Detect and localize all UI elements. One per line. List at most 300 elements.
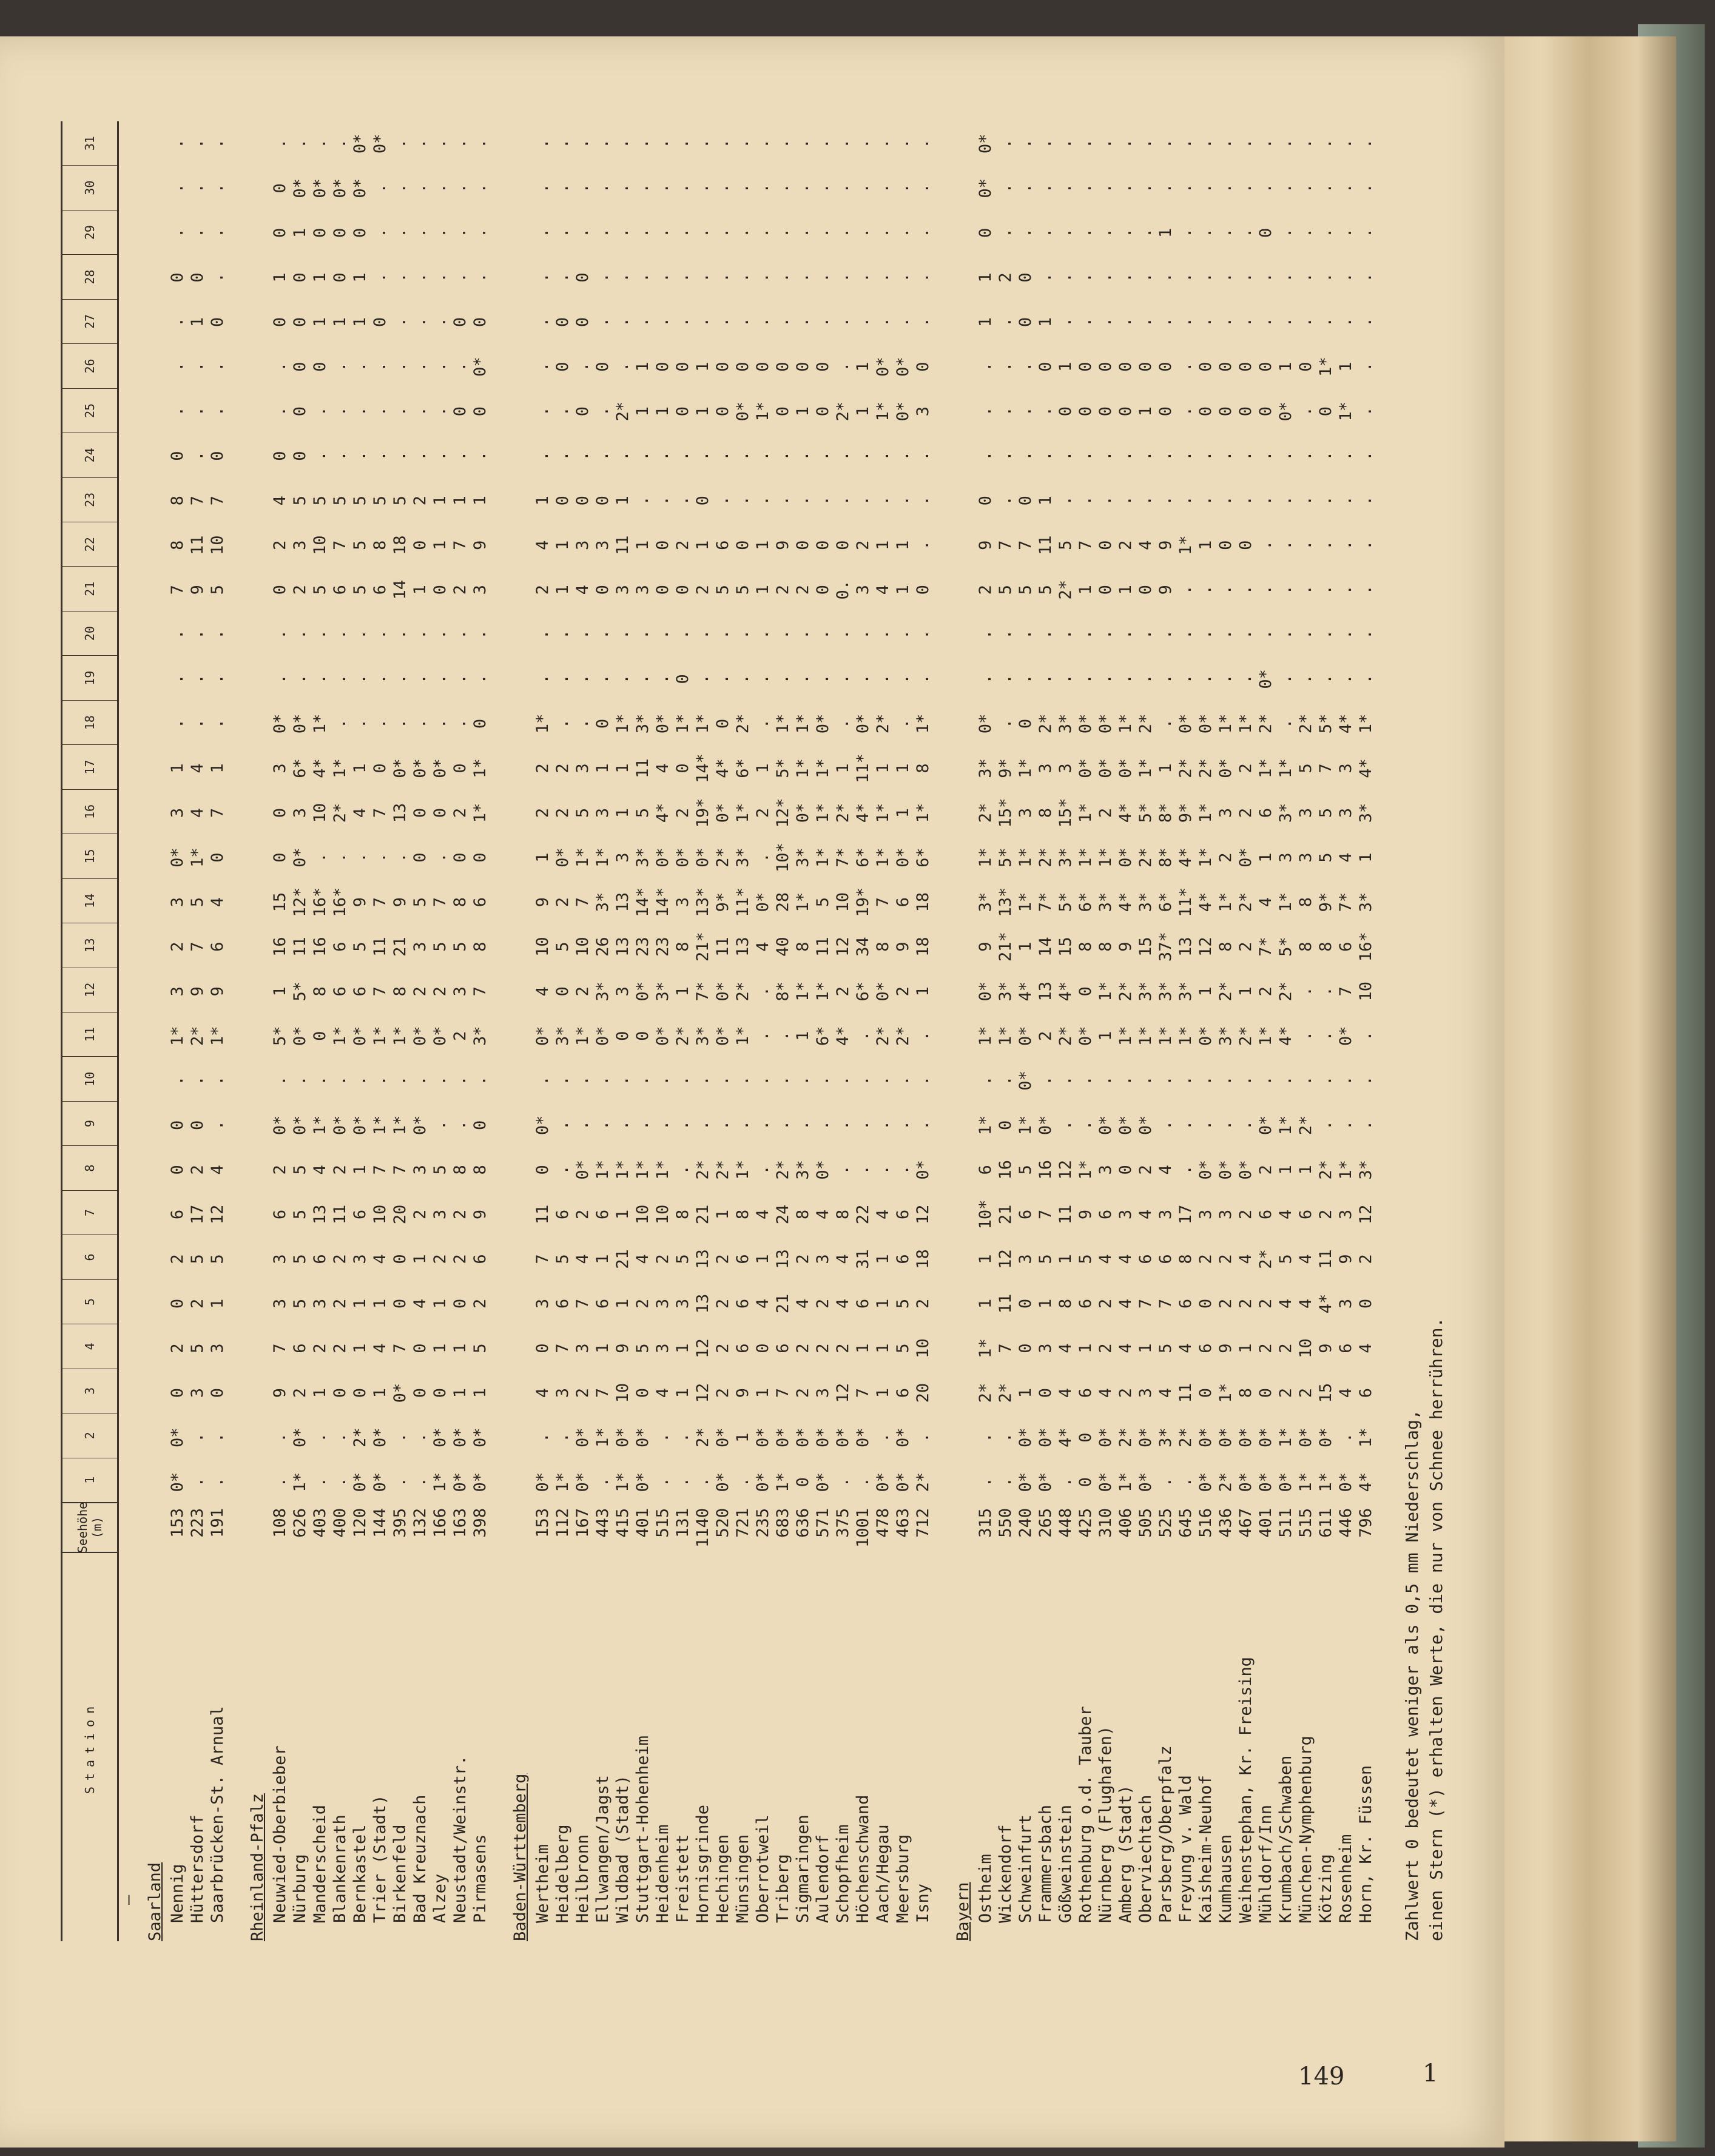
precipitation-value: 18	[391, 535, 409, 555]
precipitation-value: .	[1076, 317, 1095, 328]
precipitation-value: 7*	[1336, 892, 1355, 912]
precipitation-value: 0*	[894, 1427, 912, 1447]
precipitation-value: 0*	[351, 178, 369, 198]
precipitation-value: 0*	[1176, 713, 1195, 734]
day-header: 24	[62, 433, 117, 477]
precipitation-value: .	[168, 227, 187, 238]
precipitation-value: .	[471, 629, 490, 639]
precipitation-value: .	[188, 227, 207, 238]
precipitation-value: .	[1076, 629, 1095, 639]
precipitation-value: 2	[533, 807, 552, 818]
precipitation-value: .	[1356, 138, 1375, 149]
table-row	[593, 121, 613, 1941]
precipitation-value: 2	[431, 1254, 450, 1264]
precipitation-value: 3	[1116, 1209, 1135, 1220]
precipitation-value: 1	[1036, 496, 1055, 506]
precipitation-value: .	[773, 272, 792, 283]
table-row	[713, 121, 733, 1941]
precipitation-value: .	[793, 451, 812, 461]
precipitation-value: 0	[653, 585, 672, 595]
precipitation-value: 0	[1216, 540, 1235, 550]
precipitation-value: 2	[573, 986, 592, 997]
precipitation-value: .	[391, 674, 409, 684]
precipitation-value: .	[1196, 451, 1215, 461]
precipitation-value: .	[411, 406, 430, 417]
precipitation-value: 1*	[1016, 847, 1035, 867]
precipitation-value: .	[208, 183, 227, 194]
precipitation-value: 2	[1256, 1298, 1275, 1309]
precipitation-value: 0	[391, 1254, 409, 1264]
precipitation-value: 10	[1356, 981, 1375, 1002]
precipitation-value: 4	[1136, 540, 1155, 550]
precipitation-value: .	[1056, 451, 1075, 461]
station-elevation: 1140	[693, 1508, 712, 1548]
precipitation-value: 0	[573, 496, 592, 506]
precipitation-value: 1*	[613, 713, 632, 734]
precipitation-value: 1	[673, 986, 692, 997]
precipitation-value: 1	[411, 585, 430, 595]
precipitation-value: 2*	[733, 713, 752, 734]
precipitation-value: .	[411, 138, 430, 149]
precipitation-value: 3*	[1156, 1427, 1175, 1447]
precipitation-value: 8	[1216, 942, 1235, 952]
precipitation-value: .	[533, 272, 552, 283]
precipitation-value: .	[1056, 1477, 1075, 1487]
precipitation-value: .	[311, 406, 329, 417]
precipitation-value: .	[1276, 272, 1295, 283]
precipitation-value: 1	[1276, 1165, 1295, 1175]
precipitation-value: .	[168, 138, 187, 149]
station-name: Pirmasens	[471, 1834, 490, 1923]
table-row	[996, 121, 1016, 1941]
precipitation-value: .	[914, 183, 932, 194]
precipitation-value: .	[1176, 496, 1195, 506]
precipitation-value: 4	[1116, 1254, 1135, 1264]
precipitation-value: 5	[1296, 763, 1315, 773]
precipitation-value: .	[1096, 674, 1115, 684]
precipitation-value: 3	[271, 1254, 289, 1264]
precipitation-value: .	[1056, 183, 1075, 194]
precipitation-value: 0*	[1336, 1472, 1355, 1492]
station-elevation: 1001	[854, 1508, 872, 1548]
precipitation-value: 0	[533, 1343, 552, 1353]
precipitation-value: 0*	[1136, 1472, 1155, 1492]
precipitation-value: 3	[1036, 763, 1055, 773]
precipitation-value: 1	[1056, 1254, 1075, 1264]
precipitation-value: .	[894, 1120, 912, 1130]
precipitation-value: 4*	[1116, 892, 1135, 912]
station-name: Rothenburg o.d. Tauber	[1076, 1706, 1095, 1923]
precipitation-value: 7	[391, 1165, 409, 1175]
precipitation-value: .	[894, 183, 912, 194]
precipitation-value: .	[271, 674, 289, 684]
precipitation-value: 0*	[431, 758, 450, 778]
precipitation-value: 1	[371, 1298, 389, 1309]
precipitation-value: 23	[633, 937, 652, 957]
precipitation-value: .	[1196, 138, 1215, 149]
precipitation-value: 0*	[793, 803, 812, 823]
precipitation-value: 0	[291, 362, 309, 372]
precipitation-value: .	[733, 183, 752, 194]
precipitation-value: .	[976, 406, 995, 417]
precipitation-value: 11	[371, 937, 389, 957]
station-name: Alzey	[431, 1873, 450, 1923]
precipitation-value: .	[894, 227, 912, 238]
table-row	[350, 121, 370, 1941]
precipitation-value: 6*	[914, 847, 932, 867]
precipitation-value: 4*	[1336, 713, 1355, 734]
precipitation-value: 8	[391, 986, 409, 997]
precipitation-value: 0*	[431, 1026, 450, 1046]
station-name: München-Nymphenburg	[1296, 1736, 1315, 1923]
precipitation-value: .	[168, 406, 187, 417]
precipitation-value: 0	[1116, 362, 1135, 372]
table-row	[633, 121, 653, 1941]
precipitation-value: 13	[613, 892, 632, 912]
precipitation-value: 1*	[1076, 847, 1095, 867]
precipitation-value: .	[1296, 540, 1315, 550]
precipitation-value: 4	[1236, 1254, 1255, 1264]
precipitation-value: .	[431, 674, 450, 684]
precipitation-value: 0*	[894, 847, 912, 867]
precipitation-value: 4*	[1316, 1293, 1335, 1314]
precipitation-value: .	[1056, 272, 1075, 283]
precipitation-value: .	[411, 718, 430, 729]
precipitation-value: .	[411, 317, 430, 328]
precipitation-value: 0	[793, 540, 812, 550]
precipitation-value: .	[1176, 183, 1195, 194]
precipitation-value: .	[208, 406, 227, 417]
precipitation-value: .	[1356, 629, 1375, 639]
precipitation-value: .	[773, 317, 792, 328]
precipitation-value: .	[331, 718, 349, 729]
precipitation-value: 7	[1336, 986, 1355, 997]
precipitation-value: .	[733, 496, 752, 506]
precipitation-value: .	[1036, 227, 1055, 238]
precipitation-value: .	[1036, 674, 1055, 684]
precipitation-value: 0*	[976, 981, 995, 1002]
precipitation-value: .	[451, 674, 470, 684]
precipitation-value: 3*	[1356, 892, 1375, 912]
station-name: Rosenheim	[1336, 1834, 1355, 1923]
table-row	[270, 121, 290, 1941]
precipitation-value: .	[653, 1477, 672, 1487]
table-row	[1356, 121, 1376, 1941]
precipitation-value: 15	[1316, 1383, 1335, 1403]
precipitation-value: .	[814, 674, 832, 684]
precipitation-value: .	[894, 451, 912, 461]
precipitation-value: 0*	[451, 1427, 470, 1447]
precipitation-value: .	[1176, 674, 1195, 684]
precipitation-value: 0	[311, 227, 329, 238]
precipitation-value: 7	[593, 1388, 612, 1398]
precipitation-value: 4	[208, 1165, 227, 1175]
precipitation-value: .	[613, 362, 632, 372]
precipitation-value: .	[1156, 718, 1175, 729]
precipitation-value: 1*	[1256, 1026, 1275, 1046]
table-row	[1016, 121, 1036, 1941]
precipitation-value: 5	[553, 942, 572, 952]
table-row	[370, 121, 390, 1941]
precipitation-value: 0	[208, 317, 227, 328]
precipitation-value: 7	[874, 897, 892, 908]
precipitation-value: 2	[633, 1298, 652, 1309]
precipitation-value: 2*	[1296, 713, 1315, 734]
precipitation-value: .	[773, 183, 792, 194]
precipitation-value: 6	[351, 1209, 369, 1220]
precipitation-value: .	[1116, 451, 1135, 461]
precipitation-value: 1*	[1116, 713, 1135, 734]
day-header: 6	[62, 1235, 117, 1279]
precipitation-value: 16	[271, 937, 289, 957]
precipitation-value: 12	[1056, 1160, 1075, 1180]
precipitation-value: .	[914, 317, 932, 328]
precipitation-value: 12	[996, 1249, 1015, 1269]
precipitation-value: .	[188, 406, 207, 417]
precipitation-value: 1	[208, 1298, 227, 1309]
precipitation-value: 9	[271, 1388, 289, 1398]
precipitation-value: 6	[1176, 1298, 1195, 1309]
precipitation-value: .	[208, 1120, 227, 1130]
table-row	[187, 121, 207, 1941]
precipitation-value: 1	[976, 272, 995, 283]
precipitation-value: 7	[168, 585, 187, 595]
precipitation-value: .	[331, 451, 349, 461]
precipitation-value: 6	[311, 1254, 329, 1264]
precipitation-value: .	[1116, 272, 1135, 283]
precipitation-value: .	[1196, 629, 1215, 639]
precipitation-value: 1*	[633, 1160, 652, 1180]
precipitation-value: .	[371, 852, 389, 863]
precipitation-value: .	[1256, 540, 1275, 550]
precipitation-value: 1*	[1256, 758, 1275, 778]
precipitation-value: 1*	[1276, 1427, 1295, 1447]
precipitation-value: 2	[793, 1254, 812, 1264]
precipitation-value: .	[1236, 674, 1255, 684]
precipitation-value: 5	[188, 1343, 207, 1353]
precipitation-value: 5	[894, 1343, 912, 1353]
precipitation-value: .	[653, 1432, 672, 1443]
precipitation-value: 1	[633, 540, 652, 550]
precipitation-value: 5	[1316, 807, 1335, 818]
precipitation-value: .	[1096, 496, 1115, 506]
precipitation-value: .	[1136, 317, 1155, 328]
precipitation-value: 0*	[1096, 713, 1115, 734]
precipitation-value: 4*	[1016, 981, 1035, 1002]
precipitation-value: .	[773, 629, 792, 639]
precipitation-value: 8	[471, 1165, 490, 1175]
precipitation-value: 2	[188, 1298, 207, 1309]
precipitation-value: 10*	[976, 1199, 995, 1230]
precipitation-table	[61, 121, 1446, 1941]
precipitation-value: 1	[753, 1388, 772, 1398]
precipitation-value: 10	[653, 1204, 672, 1225]
precipitation-value: 4	[1156, 1165, 1175, 1175]
precipitation-value: 0	[471, 718, 490, 729]
precipitation-value: .	[874, 1432, 892, 1443]
table-body	[143, 121, 1376, 1941]
precipitation-value: .	[188, 629, 207, 639]
precipitation-value: .	[1116, 496, 1135, 506]
table-row	[833, 121, 853, 1941]
precipitation-value: 1*	[996, 1026, 1015, 1046]
precipitation-value: .	[673, 1076, 692, 1086]
precipitation-value: .	[593, 227, 612, 238]
precipitation-value: 2	[1296, 1388, 1315, 1398]
precipitation-value: .	[1316, 183, 1335, 194]
precipitation-value: 1	[451, 496, 470, 506]
precipitation-value: 1*	[1276, 892, 1295, 912]
precipitation-value: .	[1356, 451, 1375, 461]
precipitation-value: .	[1196, 1120, 1215, 1130]
precipitation-value: 4	[1276, 1209, 1295, 1220]
day-header: 26	[62, 343, 117, 388]
precipitation-value: 1*	[188, 847, 207, 867]
precipitation-value: .	[1176, 317, 1195, 328]
station-elevation: 636	[793, 1508, 812, 1538]
precipitation-value: 2	[1116, 1388, 1135, 1398]
precipitation-value: .	[271, 1076, 289, 1086]
precipitation-value: .	[753, 451, 772, 461]
precipitation-value: 0*	[874, 981, 892, 1002]
precipitation-value: 3	[271, 1298, 289, 1309]
precipitation-value: .	[391, 451, 409, 461]
table-header	[61, 121, 119, 1941]
precipitation-value: 5*	[1056, 892, 1075, 912]
precipitation-value: 3	[573, 1343, 592, 1353]
precipitation-value: .	[914, 1031, 932, 1041]
precipitation-value: .	[693, 1477, 712, 1487]
precipitation-value: 1*	[1356, 713, 1375, 734]
table-row	[533, 121, 553, 1941]
precipitation-value: .	[834, 674, 852, 684]
precipitation-value: 0*	[391, 1383, 409, 1403]
precipitation-value: .	[471, 272, 490, 283]
section-title: Saarland	[146, 1862, 164, 1941]
precipitation-value: .	[391, 1076, 409, 1086]
precipitation-value: 10	[613, 1383, 632, 1403]
page-number: 149	[1298, 2063, 1345, 2090]
table-row	[1216, 121, 1236, 1941]
precipitation-value: .	[1176, 272, 1195, 283]
precipitation-value: .	[271, 362, 289, 372]
precipitation-value: 6	[1196, 1343, 1215, 1353]
precipitation-value: .	[996, 1076, 1015, 1086]
precipitation-value: .	[533, 629, 552, 639]
table-row	[167, 121, 187, 1941]
station-name: Hechingen	[713, 1834, 732, 1923]
precipitation-value: 0*	[753, 892, 772, 912]
precipitation-value: 1	[1016, 942, 1035, 952]
precipitation-value: .	[188, 674, 207, 684]
precipitation-value: .	[1156, 496, 1175, 506]
precipitation-value: 1	[1356, 852, 1375, 863]
precipitation-value: 8	[793, 1209, 812, 1220]
station-name: Aach/Hegau	[874, 1824, 892, 1923]
precipitation-value: .	[673, 1120, 692, 1130]
precipitation-value: .	[1056, 1076, 1075, 1086]
station-name: Meersburg	[894, 1834, 912, 1923]
precipitation-value: 0	[451, 1298, 470, 1309]
station-elevation: 310	[1096, 1508, 1115, 1538]
precipitation-value: 0	[814, 406, 832, 417]
precipitation-value: 0*	[573, 1160, 592, 1180]
precipitation-value: 0*	[1196, 713, 1215, 734]
precipitation-value: 0	[793, 1477, 812, 1487]
precipitation-value: 3	[1296, 852, 1315, 863]
precipitation-value: 2	[331, 1343, 349, 1353]
precipitation-value: 0*	[894, 357, 912, 377]
precipitation-value: .	[1076, 674, 1095, 684]
precipitation-value: 2	[713, 1343, 732, 1353]
precipitation-value: .	[1116, 227, 1135, 238]
precipitation-value: 11	[613, 535, 632, 555]
precipitation-value: .	[854, 674, 872, 684]
precipitation-value: .	[1276, 317, 1295, 328]
table-row	[1196, 121, 1216, 1941]
precipitation-value: 0*	[1236, 1427, 1255, 1447]
precipitation-value: 9	[1216, 1343, 1235, 1353]
station-elevation: 223	[188, 1508, 207, 1538]
precipitation-value: 0	[1256, 227, 1275, 238]
station-name: Höchenschwand	[854, 1794, 872, 1923]
precipitation-value: 5	[451, 942, 470, 952]
precipitation-value: 0*	[1076, 758, 1095, 778]
precipitation-value: 4	[834, 1298, 852, 1309]
precipitation-value: 1	[793, 406, 812, 417]
precipitation-value: .	[854, 1477, 872, 1487]
precipitation-value: 2	[451, 1209, 470, 1220]
precipitation-value: .	[1216, 138, 1235, 149]
precipitation-value: 21*	[693, 932, 712, 962]
precipitation-value: 11	[1056, 1204, 1075, 1225]
precipitation-value: 0*	[914, 1160, 932, 1180]
precipitation-value: 1*	[874, 847, 892, 867]
precipitation-value: 2	[1236, 763, 1255, 773]
day-header: 11	[62, 1012, 117, 1056]
precipitation-value: 1	[1036, 1298, 1055, 1309]
precipitation-value: .	[854, 451, 872, 461]
station-elevation: 375	[834, 1508, 852, 1538]
precipitation-value: 15	[1056, 937, 1075, 957]
precipitation-value: .	[168, 1076, 187, 1086]
precipitation-value: .	[854, 227, 872, 238]
precipitation-value: 17	[1176, 1204, 1195, 1225]
precipitation-value: .	[693, 227, 712, 238]
precipitation-value: 6	[773, 1343, 792, 1353]
precipitation-value: 4	[1256, 897, 1275, 908]
precipitation-value: .	[593, 1076, 612, 1086]
precipitation-value: 6	[208, 942, 227, 952]
precipitation-value: 6	[1156, 1254, 1175, 1264]
precipitation-value: 4	[371, 1254, 389, 1264]
precipitation-value: 0*	[573, 1427, 592, 1447]
precipitation-value: 5	[351, 496, 369, 506]
precipitation-value: 0*	[613, 1427, 632, 1447]
station-name: Schweinfurt	[1016, 1814, 1035, 1923]
precipitation-value: 0	[188, 1120, 207, 1130]
precipitation-value: .	[733, 674, 752, 684]
precipitation-value: 3	[1216, 1209, 1235, 1220]
precipitation-value: 5*	[291, 981, 309, 1002]
precipitation-value: 1	[1056, 362, 1075, 372]
precipitation-value: .	[733, 1076, 752, 1086]
precipitation-value: 2	[451, 807, 470, 818]
precipitation-value: 1	[168, 763, 187, 773]
precipitation-value: .	[331, 674, 349, 684]
precipitation-value: 5	[1316, 852, 1335, 863]
precipitation-value: 0	[431, 585, 450, 595]
